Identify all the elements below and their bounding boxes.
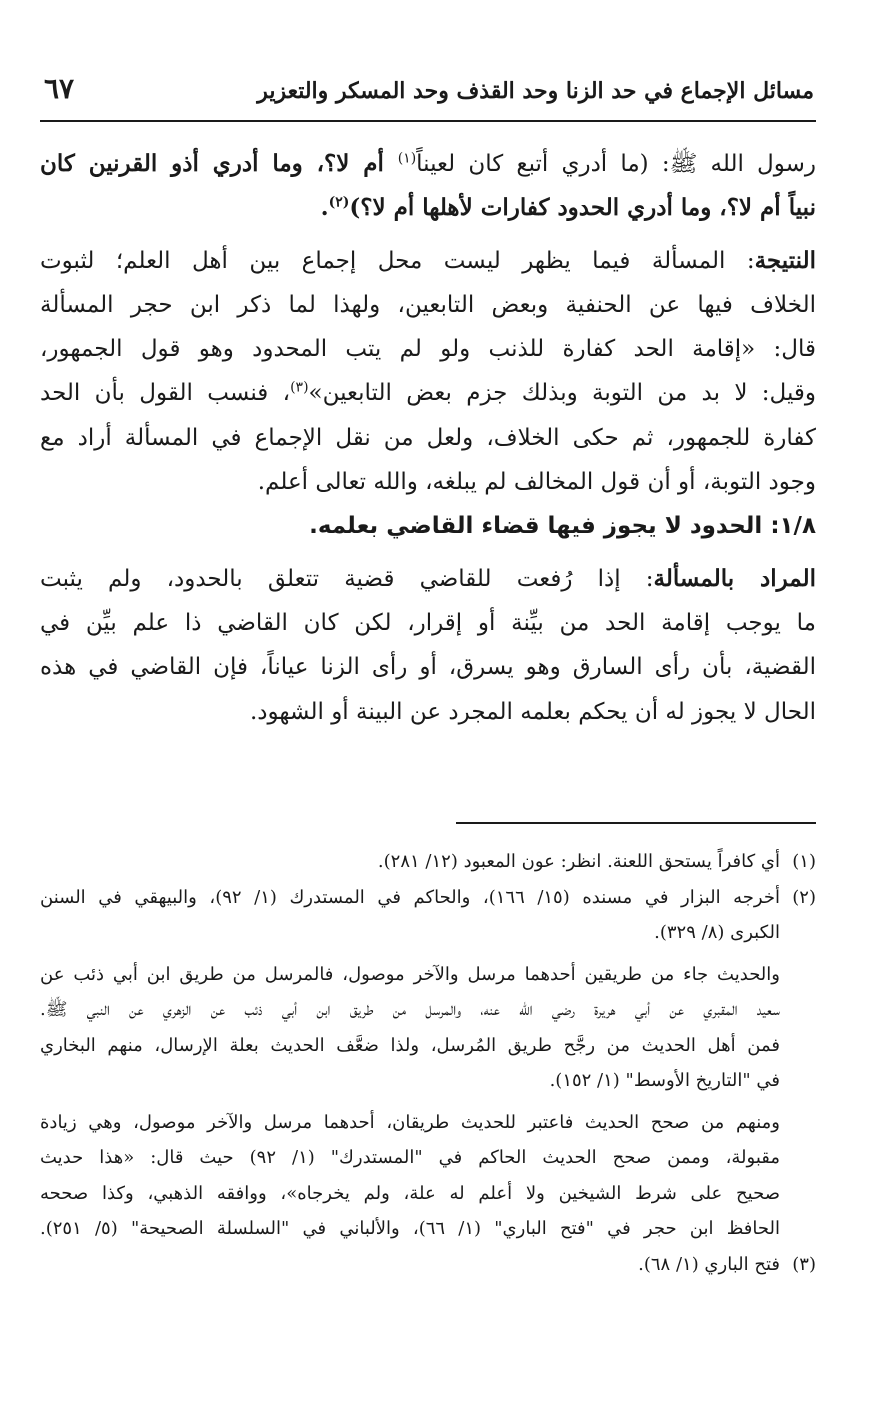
text-line: ما يوجب إقامة الحد من بيِّنة أو إقرار، لكن كان القاضي ذا علم بيِّن في [40, 609, 816, 636]
running-head: مسائل الإجماع في حد الزنا وحد القذف وحد المسكر والتعزير [257, 78, 814, 104]
text-line: وجود التوبة، أو أن قول المخالف لم يبلغه، والله تعالى أعلم. [257, 469, 816, 496]
footnote-ref: (٢) [328, 194, 350, 211]
footnote-line: ومنهم من صحح الحديث فاعتبر للحديث طريقان، أحدهما مرسل والآخر موصول، وهي زيادة [40, 1111, 780, 1133]
text-line: المراد بالمسألة: إذا رُفعت للقاضي قضية تتعلق بالحدود، ولم يثبت [40, 564, 816, 592]
text-line: كفارة للجمهور، ثم حكى الخلاف، ولعل من نقل الإجماع في المسألة أراد مع [40, 424, 816, 451]
text-line: رسول الله ﷺ: (ما أدري أتبع كان لعيناً$^{(١)}$ أم لا؟، وما أدري أذو القرنين كان [40, 150, 816, 177]
term-label: المراد بالمسألة [653, 564, 816, 592]
text-line: الخلاف فيها عن الحنفية وبعض التابعين، ولهذا لما ذكر ابن حجر المسألة [40, 291, 816, 318]
footnote-line: في "التاريخ الأوسط" (١/ ١٥٢). [549, 1070, 780, 1091]
main-text [40, 142, 816, 734]
text-line: قال: «إقامة الحد كفارة للذنب ولو لم يتب المحدود وهو قول الجمهور، [40, 336, 816, 363]
footnote-line: فمن أهل الحديث من رجَّح طريق المُرسل، ولذا ضعَّف الحديث بعلة الإرسال، منهم البخاري [40, 1034, 780, 1056]
footnote-line: سعيد المقبري عن أبي هريرة رضي الله عنه، والمرسل من طريق ابن أبي ذئب عن الزهري عن النبي ﷺ. [40, 999, 780, 1020]
footnote-number: (٣) [792, 1253, 816, 1275]
footnotes [40, 844, 816, 1282]
page-header [40, 60, 816, 118]
footnote-line: الكبرى (٨/ ٣٢٩). [654, 922, 780, 943]
footnote-1: (١)أي كافراً يستحق اللعنة. انظر: عون المعبود (١٢/ ٢٨١). [40, 844, 816, 880]
text-line: وقيل: لا بد من التوبة وبذلك جزم بعض التابعين»$^{(٣)}$، فنسب القول بأن الحد [40, 379, 816, 407]
footnote-2: (٢)أخرجه البزار في مسنده (١٥/ ١٦٦)، والحاكم في المستدرك (١/ ٩٢)، والبيهقي في السنن [40, 880, 816, 916]
footnote-rule [456, 822, 816, 824]
footnote-line: والحديث جاء من طريقين أحدهما مرسل والآخر موصول، فالمرسل من طريق ابن أبي ذئب عن [40, 963, 780, 985]
book-page [40, 60, 816, 1275]
text-line: القضية، بأن رأى السارق وهو يسرق، أو رأى الزنا عياناً، فإن القاضي في هذه [40, 654, 816, 681]
footnote-line: مقبولة، وممن صحح الحديث الحاكم في "المستدرك" (١/ ٩٢) حيث قال: «هذا حديث [40, 1147, 780, 1168]
footnote-ref: (٣) [290, 379, 309, 396]
text-line: النتيجة: المسألة فيما يظهر ليست محل إجماع بين أهل العلم؛ لثبوت [40, 246, 816, 274]
footnote-3: (٣)فتح الباري (١/ ٦٨). [40, 1247, 816, 1283]
section-heading: ١/٨: الحدود لا يجوز فيها قضاء القاضي بعلمه. [309, 513, 816, 540]
footnote-line: صحيح على شرط الشيخين ولا أعلم له علة، ولم يخرجاه»، ووافقه الذهبي، وكذا صححه [40, 1182, 780, 1204]
footnote-line: الحافظ ابن حجر في "فتح الباري" (١/ ٦٦)، والألباني في "السلسلة الصحيحة" (٥/ ٢٥١). [40, 1218, 780, 1239]
footnote-ref: (١) [397, 150, 417, 167]
text-line: الحال لا يجوز له أن يحكم بعلمه المجرد عن البينة أو الشهود. [249, 698, 816, 725]
text-line: نبياً أم لا؟، وما أدري الحدود كفارات لأهلها أم لا؟)$^{(٢)}$. [320, 194, 816, 222]
header-rule [40, 120, 816, 122]
term-label: النتيجة [754, 246, 816, 274]
footnote-number: (٢) [792, 886, 816, 908]
footnote-number: (١) [792, 851, 816, 872]
page-number: ٦٧ [44, 72, 75, 105]
